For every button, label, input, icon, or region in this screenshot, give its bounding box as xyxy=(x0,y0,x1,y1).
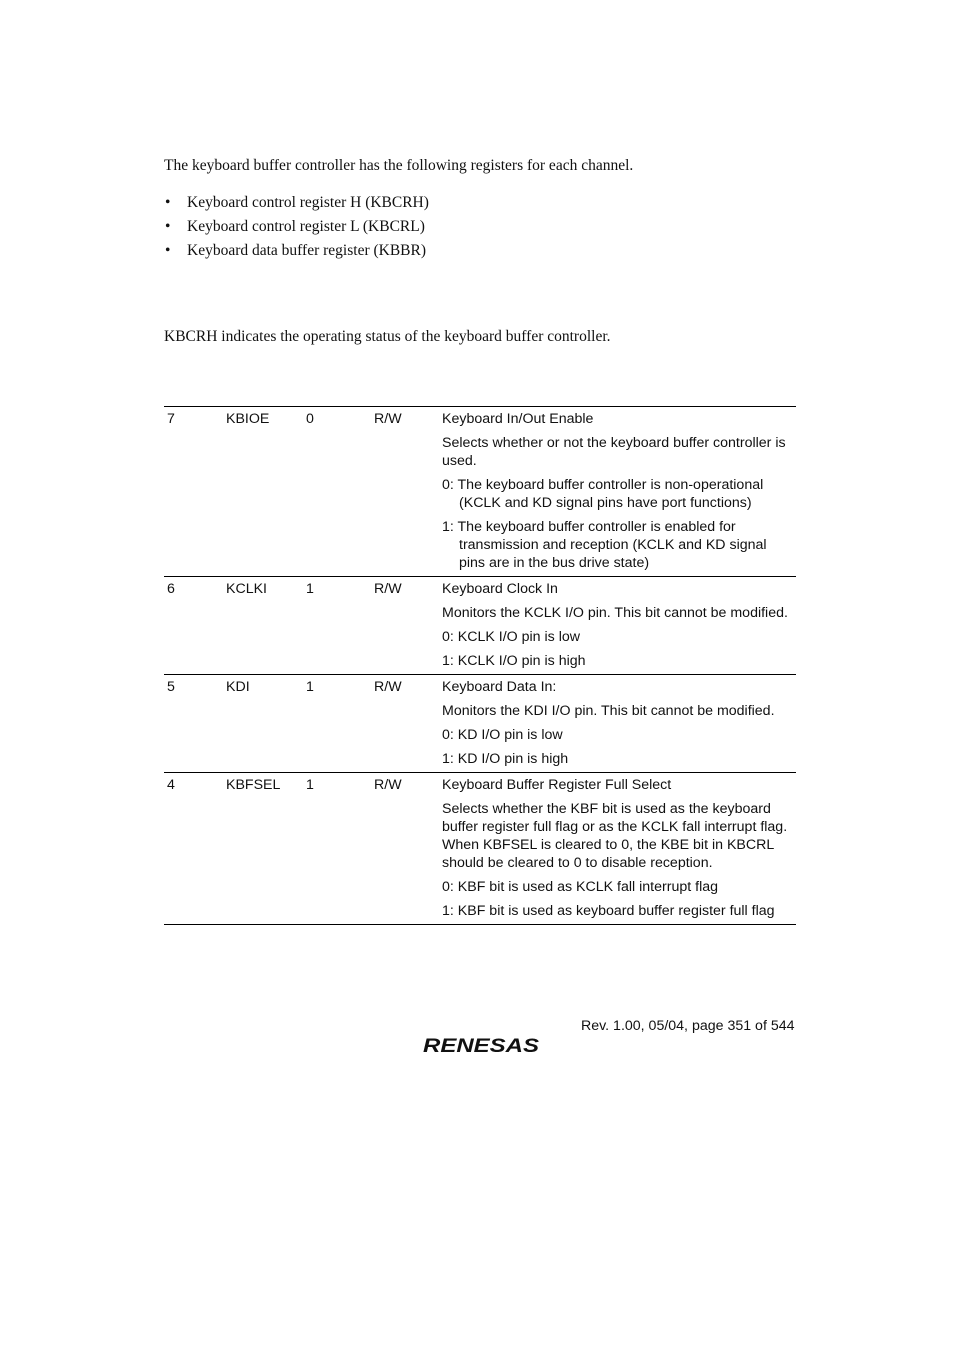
initial-value: 0 xyxy=(306,411,314,427)
read-write: R/W xyxy=(374,679,402,695)
bit-number: 7 xyxy=(167,411,175,427)
bit-description xyxy=(442,773,796,925)
description-title: Keyboard Buffer Register Full Select xyxy=(442,777,672,793)
bit-name: KBFSEL xyxy=(226,777,281,793)
description-option: 1: KBF bit is used as keyboard buffer register full flag xyxy=(442,903,775,919)
table-row xyxy=(164,407,796,577)
kbcrh-description: KBCRH indicates the operating status of the keyboard buffer controller. xyxy=(164,328,611,345)
table-row xyxy=(164,577,796,675)
read-write: R/W xyxy=(374,411,402,427)
bullet-icon: • xyxy=(165,218,171,235)
bit-number: 5 xyxy=(167,679,175,695)
bullet-icon: • xyxy=(165,194,171,211)
bit-description xyxy=(442,577,796,675)
description-option: 0: KBF bit is used as KCLK fall interrupt flag xyxy=(442,879,718,895)
bit-number: 4 xyxy=(167,777,175,793)
list-item xyxy=(164,193,429,217)
description-option: 1: The keyboard buffer controller is enabled for transmission and reception (KCLK and KD signal pins are in the bus drive state) xyxy=(442,519,767,571)
bit-description xyxy=(442,407,796,577)
initial-value: 1 xyxy=(306,679,314,695)
page-revision: Rev. 1.00, 05/04, page 351 of 544 xyxy=(581,1018,795,1034)
bit-name: KDI xyxy=(226,679,250,695)
description-title: Keyboard Data In: xyxy=(442,679,557,695)
bit-name: KCLKI xyxy=(226,581,268,597)
register-bit-table xyxy=(164,406,796,925)
initial-value: 1 xyxy=(306,581,314,597)
intro-paragraph: The keyboard buffer controller has the following registers for each channel. xyxy=(164,157,634,174)
bit-name: KBIOE xyxy=(226,411,270,427)
description-option: 1: KCLK I/O pin is high xyxy=(442,653,586,669)
list-item xyxy=(164,241,429,265)
description-title: Keyboard Clock In xyxy=(442,581,558,597)
description-option: 0: KCLK I/O pin is low xyxy=(442,629,580,645)
description-text: Selects whether or not the keyboard buffer controller is used. xyxy=(442,435,786,469)
description-text: Monitors the KDI I/O pin. This bit cannot be modified. xyxy=(442,703,775,719)
read-write: R/W xyxy=(374,777,402,793)
table-row xyxy=(164,675,796,773)
initial-value: 1 xyxy=(306,777,314,793)
list-item-text: Keyboard data buffer register (KBBR) xyxy=(187,242,427,259)
bit-number: 6 xyxy=(167,581,175,597)
logo-text: RENESAS xyxy=(423,1036,540,1056)
register-list xyxy=(164,193,429,265)
description-option: 1: KD I/O pin is high xyxy=(442,751,569,767)
read-write: R/W xyxy=(374,581,402,597)
renesas-logo xyxy=(421,1034,541,1056)
description-text: Monitors the KCLK I/O pin. This bit cannot be modified. xyxy=(442,605,788,621)
table-row xyxy=(164,773,796,925)
description-option: 0: KD I/O pin is low xyxy=(442,727,563,743)
bullet-icon: • xyxy=(165,242,171,259)
description-title: Keyboard In/Out Enable xyxy=(442,411,594,427)
list-item xyxy=(164,217,429,241)
description-option: 0: The keyboard buffer controller is non-operational (KCLK and KD signal pins have port functions) xyxy=(442,477,764,511)
description-text: Selects whether the KBF bit is used as the keyboard buffer register full flag or as the KCLK fall interrupt flag. When KBFSEL is cleared to 0, the KBE bit in KBCRL should be cleared to 0 to disable reception. xyxy=(442,801,788,871)
bit-description xyxy=(442,675,796,773)
list-item-text: Keyboard control register H (KBCRH) xyxy=(187,194,429,211)
list-item-text: Keyboard control register L (KBCRL) xyxy=(187,218,425,235)
